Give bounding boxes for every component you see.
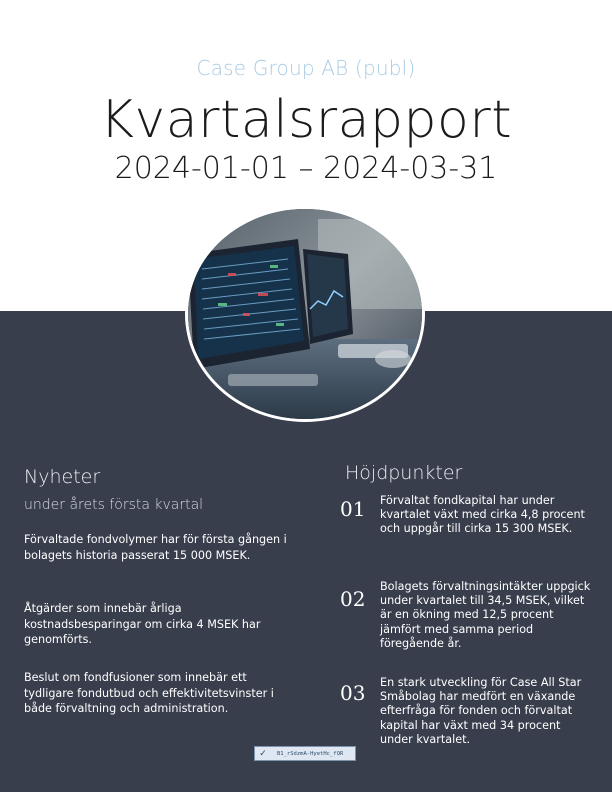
highlight-text: En stark utveckling för Case All Star Småbolag har medfört en växande efterfråga för fonden och förvaltat kapital har växt med 34 procent under kvartalet. <box>380 676 582 746</box>
news-subheading: under årets första kvartal <box>24 497 204 513</box>
highlights-heading: Höjdpunkter <box>345 462 463 484</box>
news-heading: Nyheter <box>24 466 101 488</box>
highlight-number: 03 <box>340 681 366 705</box>
document-id: B1_rSdzmA-HyetHc_fQR <box>277 750 344 757</box>
document-id-stamp <box>254 746 356 761</box>
highlight-text: Bolagets förvaltningsintäkter uppgick under kvartalet till 34,5 MSEK, vilket är en ökning med 12,5 procent jämfört med samma period föregående år. <box>380 580 591 650</box>
trading-screens-photo <box>185 206 425 422</box>
highlight-number: 01 <box>340 497 366 521</box>
news-item: Beslut om fondfusioner som innebär ett tydligare fondutbud och effektivitetsvinster i både förvaltning och administration. <box>24 671 274 715</box>
news-item: Förvaltade fondvolymer har för första gången i bolagets historia passerat 15 000 MSEK. <box>24 533 287 562</box>
news-item: Åtgärder som innebär årliga kostnadsbesparingar om cirka 4 MSEK har genomförts. <box>24 602 261 646</box>
company-name: Case Group AB (publ) <box>196 56 416 80</box>
report-title: Kvartalsrapport <box>99 90 513 150</box>
highlight-text: Förvaltat fondkapital har under kvartalet växt med cirka 4,8 procent och uppgår till cirka 15 300 MSEK. <box>380 494 585 536</box>
report-period: 2024-01-01 – 2024-03-31 <box>114 151 498 186</box>
highlight-number: 02 <box>340 587 366 611</box>
signature-check-icon: ✓ <box>259 748 267 759</box>
